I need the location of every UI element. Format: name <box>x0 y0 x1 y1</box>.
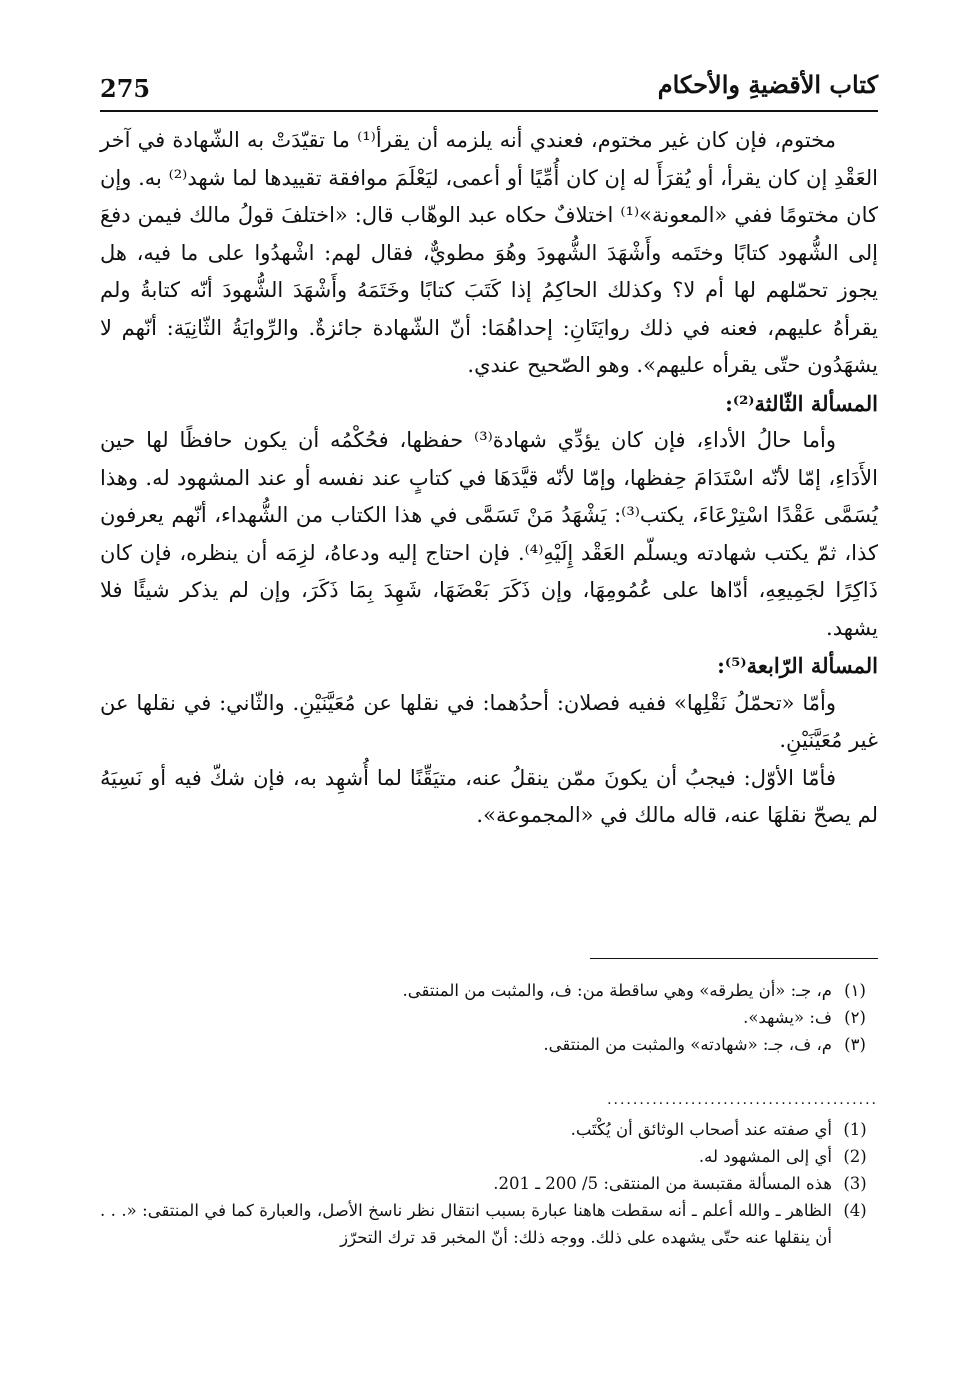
paragraph: فأمّا الأوّل: فيجبُ أن يكونَ ممّن ينقلُ عنه، متيَقِّنًا لما أُشهِد به، فإن شكّ فيه أو نَسِيَهُ لم يصحّ نقلهَا عنه، قاله مالك في «المجموعة». <box>100 765 878 827</box>
footnote <box>100 1170 878 1197</box>
footnote-text: أي صفته عند أصحاب الوثائق أن يُكْتَب. <box>570 1120 832 1139</box>
footnote <box>100 1143 878 1170</box>
footnote-text: الظاهر ـ والله أعلم ـ أنه سقطت هاهنا عبارة بسبب انتقال نظر ناسخ الأصل، والعبارة كما في المنتقى: «. . . أن ينقلها عنه حتّى يشهده على ذلك. ووجه ذلك: أنّ المخبر قد ترك التحرّز <box>100 1201 832 1247</box>
footnote <box>100 1197 878 1251</box>
manuscript-footnotes <box>100 977 878 1058</box>
main-text <box>100 122 878 835</box>
footnote-text: م، جـ: «أن يطرقه» وهي ساقطة من: ف، والمثبت من المنتقى. <box>402 981 832 1000</box>
footnote-number: (1) <box>843 1120 867 1139</box>
page-header <box>100 70 878 112</box>
footnote-text: ف: «يشهد». <box>743 1008 832 1027</box>
section-heading: المسألة الرّابعة⁽⁵⁾: <box>717 653 878 678</box>
paragraph: مختوم، فإن كان غير مختوم، فعندي أنه يلزمه أن يقرأ⁽¹⁾ ما تقيّدَتْ به الشّهادة في آخر العَقْدِ إن كان يقرأ، أو يُقرَأَ له إن كان أُمِّيًا أو أعمى، ليَعْلَمَ موافقة تقييدها لما شهد⁽²⁾ به. وإن كان مختومًا ففي «المعونة»⁽¹⁾ اختلافٌ حكاه عبد الوهّاب قال: «اختلفَ قولُ مالك فيمن دفعَ إلى الشُّهود كتابًا وختَمه وأَشْهَدَ الشُّهودَ وهُوَ مطويٌّ، فقال لهم: اشْهدُوا على ما فيه، هل يجوز تحمّلهم لها أم لا؟ وكذلك الحاكِمُ إذا كَتَبَ كتابًا وخَتَمَهُ وأَشْهَدَ الشُّهودَ أنّه كتابةُ ولم يقرأهُ عليهم، فعنه في ذلك روايَتَانِ: إحداهُمَا: أنّ الشّهادة جائزةٌ. والرِّوايَةُ الثّانِيَة: أنّهم لا يشهَدُون حتّى يقرأه عليهم». وهو الصّحيح عندي. <box>100 128 878 377</box>
footnote-number: (2) <box>843 1147 867 1166</box>
footnote <box>100 1004 878 1031</box>
footnote-number: (3) <box>843 1174 867 1193</box>
section-heading: المسألة الثّالثة⁽²⁾: <box>725 390 878 416</box>
footnote-number: (٣) <box>844 1035 866 1054</box>
footnote-number: (4) <box>843 1201 867 1220</box>
dotted-separator: .......................................... <box>607 1093 878 1107</box>
page-number: 275 <box>100 74 151 103</box>
footnote-text: هذه المسألة مقتبسة من المنتقى: 5/ 200 ـ 201. <box>493 1174 832 1193</box>
footnote <box>100 977 878 1004</box>
footnote-number: (٢) <box>844 1008 866 1027</box>
footnote <box>100 1116 878 1143</box>
paragraph: وأمّا «تحمّلُ نَقْلِها» ففيه فصلان: أحدُهما: في نقلها عن مُعَيَّنَيْنِ. والثّاني: في نقلها عن غير مُعَيَّنَيْنِ. <box>100 690 878 752</box>
footnote-text: أي إلى المشهود له. <box>698 1147 832 1166</box>
footnote-number: (١) <box>844 981 866 1000</box>
footnote <box>100 1031 878 1058</box>
editor-footnotes <box>100 1116 878 1251</box>
footnote-text: م، ف، جـ: «شهادته» والمثبت من المنتقى. <box>543 1035 832 1054</box>
footnote-separator <box>590 958 878 959</box>
running-title: كتاب الأقضيةِ والأحكام <box>657 70 878 99</box>
paragraph: وأما حالُ الأداءِ، فإن كان يؤدِّي شهادة⁽³⁾ حفظها، فحُكْمُه أن يكون حافظًا لها حين الأَدَاءِ، إمّا لأنّه اسْتَدَامَ حِفظها، وإمّا لأنّه قيَّدَهَا في كتابٍ عند نفسه أو عند المشهود له. وهذا يُسَمَّى عَقْدًا اسْتِرْعَاءَ، يكتب⁽³⁾: يَشْهَدُ مَنْ تَسَمَّى في هذا الكتاب من الشُّهداء، أنّهم يعرفون كذا، ثمّ يكتب شهادته ويسلّم العَقْد إِلَيْهِ⁽⁴⁾. فإن احتاج إليه ودعاهُ، لزِمَه أن ينظره، فإن كان ذَاكِرًا لجَمِيعِهِ، أدّاها على عُمُومِهَا، وإن ذَكَرَ بَعْضَهَا، شَهِدَ بِمَا ذَكَرَ، وإن لم يذكر شيئًا فلا يشهد. <box>100 428 878 640</box>
